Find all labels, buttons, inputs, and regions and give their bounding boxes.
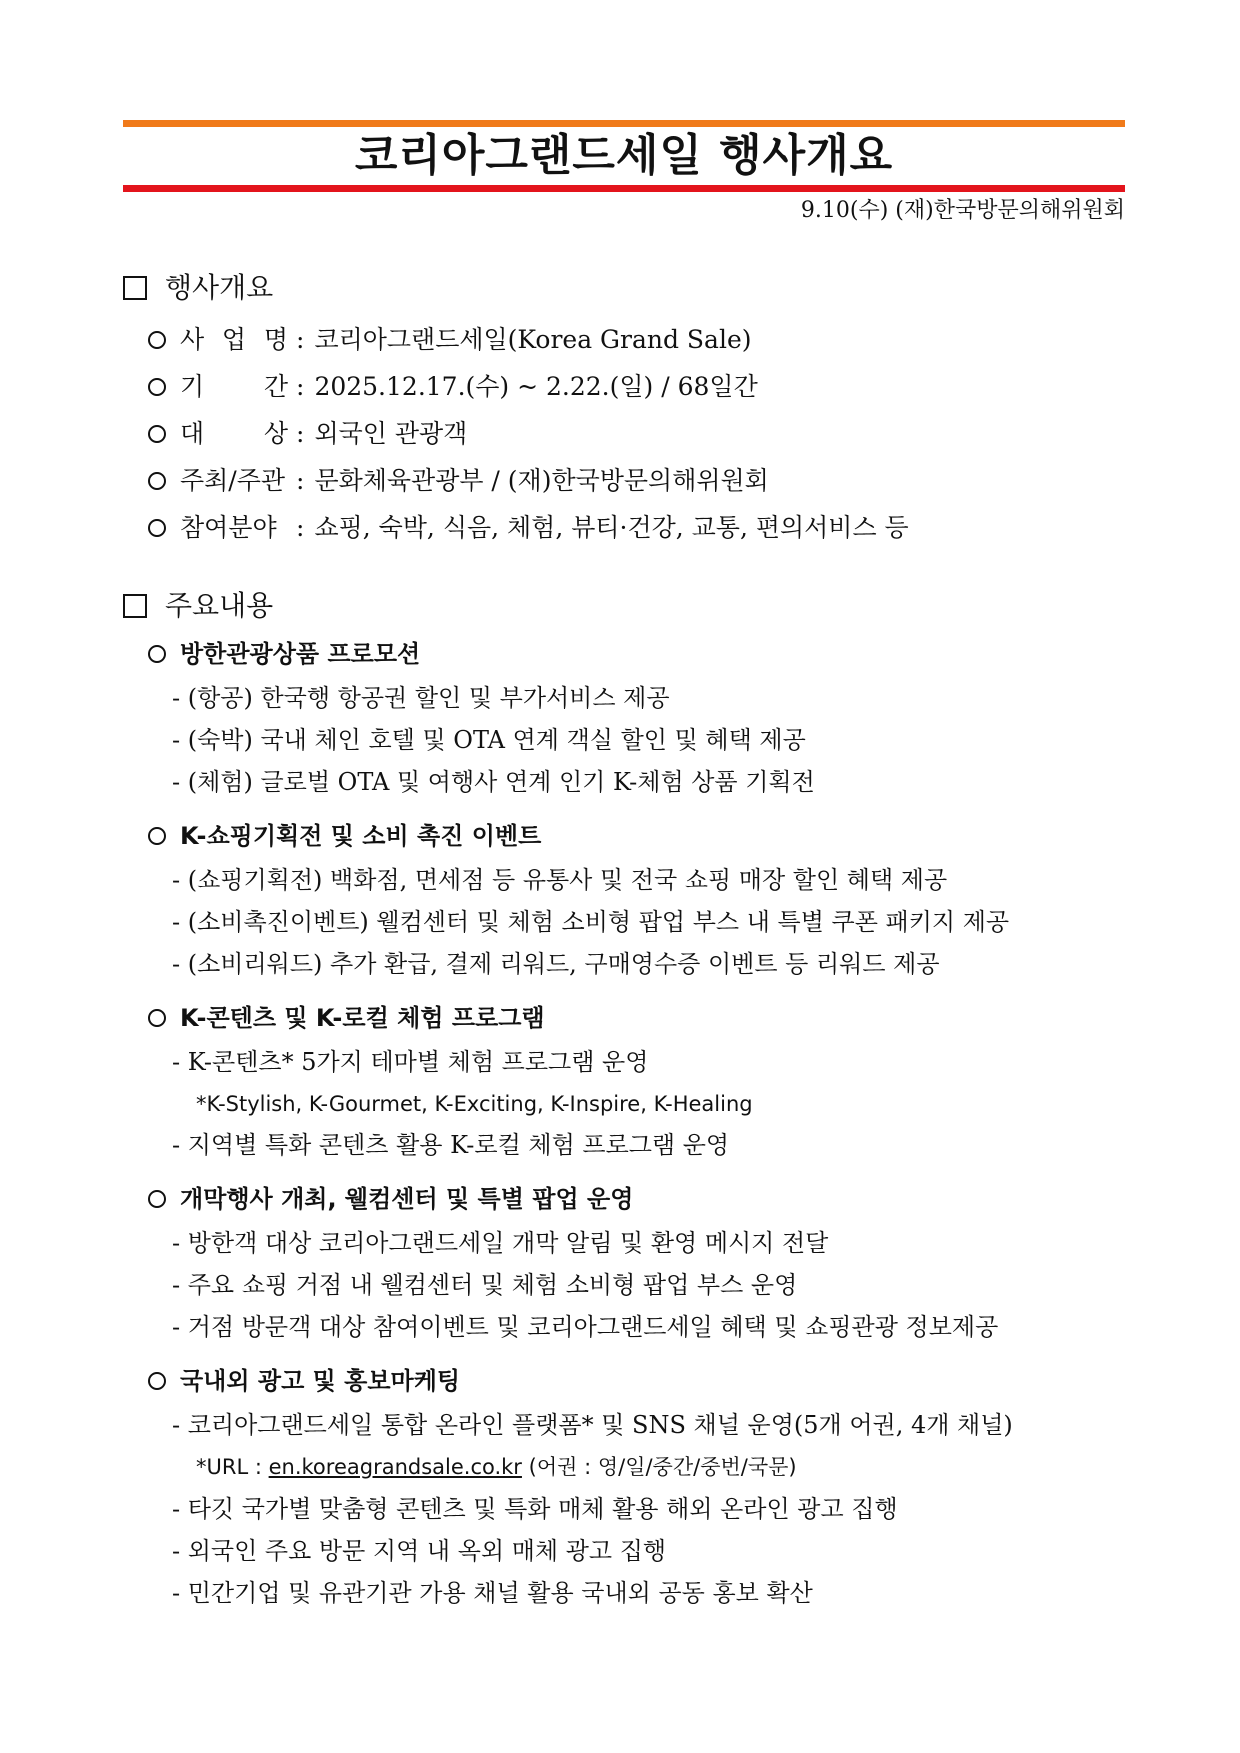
list-item: - 코리아그랜드세일 통합 온라인 플랫폼* 및 SNS 채널 운영(5개 어권, 4개 채널) (172, 1411, 1013, 1439)
section-title: 주요내용 (165, 589, 274, 622)
note-prefix: *URL : (196, 1455, 262, 1479)
overview-item (148, 510, 909, 546)
group-title (148, 636, 420, 672)
item-colon: : (296, 466, 305, 495)
circle-bullet-icon (148, 472, 166, 490)
list-item: - 외국인 주요 방문 지역 내 옥외 매체 광고 집행 (172, 1537, 667, 1565)
list-item: - 지역별 특화 콘텐츠 활용 K-로컬 체험 프로그램 운영 (172, 1131, 730, 1159)
square-bullet-icon (123, 276, 147, 300)
footnote (196, 1452, 797, 1482)
section-title: 행사개요 (165, 271, 274, 304)
group-title (148, 818, 541, 854)
title-bottom-bar (123, 185, 1125, 192)
dateline: 9.10(수) (재)한국방문의해위원회 (800, 198, 1125, 223)
item-label: 사 업 명 (180, 325, 288, 354)
item-colon: : (296, 325, 305, 354)
list-item: - (소비촉진이벤트) 웰컴센터 및 체험 소비형 팝업 부스 내 특별 쿠폰 패키지 제공 (172, 908, 1010, 936)
group-title-text: 방한관광상품 프로모션 (180, 640, 421, 668)
circle-bullet-icon (148, 1190, 166, 1208)
list-item: - (쇼핑기획전) 백화점, 면세점 등 유통사 및 전국 쇼핑 매장 할인 혜택 제공 (172, 866, 948, 894)
circle-bullet-icon (148, 1372, 166, 1390)
group-title (148, 1363, 460, 1399)
section-main-heading (123, 588, 273, 624)
document-title: 코리아그랜드세일 행사개요 (354, 130, 894, 181)
item-label: 참여분야 (180, 513, 277, 542)
circle-bullet-icon (148, 519, 166, 537)
group-title (148, 1000, 545, 1036)
list-item: - (체험) 글로벌 OTA 및 여행사 연계 인기 K-체험 상품 기획전 (172, 768, 815, 796)
list-item: - 타깃 국가별 맞춤형 콘텐츠 및 특화 매체 활용 해외 온라인 광고 집행 (172, 1495, 898, 1523)
item-value: 문화체육관광부 / (재)한국방문의해위원회 (314, 466, 769, 495)
list-item: - K-콘텐츠* 5가지 테마별 체험 프로그램 운영 (172, 1048, 649, 1076)
item-colon: : (296, 372, 305, 401)
group-title (148, 1181, 633, 1217)
list-item: - (항공) 한국행 항공권 할인 및 부가서비스 제공 (172, 684, 670, 712)
list-item: - 주요 쇼핑 거점 내 웰컴센터 및 체험 소비형 팝업 부스 운영 (172, 1271, 798, 1299)
item-value: 외국인 관광객 (314, 419, 468, 448)
item-label: 대 상 (180, 419, 288, 448)
circle-bullet-icon (148, 378, 166, 396)
list-item: - 방한객 대상 코리아그랜드세일 개막 알림 및 환영 메시지 전달 (172, 1229, 829, 1257)
item-value: 코리아그랜드세일(Korea Grand Sale) (314, 325, 752, 354)
note-suffix: (어권 : 영/일/중간/중번/국문) (528, 1455, 797, 1479)
list-item: - (소비리워드) 추가 환급, 결제 리워드, 구매영수증 이벤트 등 리워드 제공 (172, 950, 940, 978)
group-title-text: 개막행사 개최, 웰컴센터 및 특별 팝업 운영 (180, 1185, 634, 1213)
title-top-bar (123, 120, 1125, 127)
item-value: 2025.12.17.(수) ~ 2.22.(일) / 68일간 (314, 372, 758, 401)
overview-item (148, 369, 758, 405)
circle-bullet-icon (148, 1009, 166, 1027)
list-item: - 민간기업 및 유관기관 가용 채널 활용 국내외 공동 홍보 확산 (172, 1579, 813, 1607)
item-label: 기 간 (180, 372, 288, 401)
group-title-text: 국내외 광고 및 홍보마케팅 (180, 1367, 461, 1395)
overview-item (148, 463, 769, 499)
overview-item (148, 416, 467, 452)
list-item: - 거점 방문객 대상 참여이벤트 및 코리아그랜드세일 혜택 및 쇼핑관광 정보제공 (172, 1313, 999, 1341)
list-item: - (숙박) 국내 체인 호텔 및 OTA 연계 객실 할인 및 혜택 제공 (172, 726, 806, 754)
footnote: *K-Stylish, K-Gourmet, K-Exciting, K-Inspire, K-Healing (196, 1092, 753, 1116)
circle-bullet-icon (148, 331, 166, 349)
group-title-text: K-콘텐츠 및 K-로컬 체험 프로그램 (180, 1004, 545, 1032)
square-bullet-icon (123, 594, 147, 618)
circle-bullet-icon (148, 827, 166, 845)
url-link[interactable]: en.koreagrandsale.co.kr (268, 1455, 522, 1479)
section-overview-heading (123, 270, 273, 306)
circle-bullet-icon (148, 425, 166, 443)
overview-item (148, 322, 752, 358)
item-colon: : (296, 419, 305, 448)
item-value: 쇼핑, 숙박, 식음, 체험, 뷰티·건강, 교통, 편의서비스 등 (314, 513, 909, 542)
circle-bullet-icon (148, 645, 166, 663)
group-title-text: K-쇼핑기획전 및 소비 촉진 이벤트 (180, 822, 542, 850)
item-label: 주최/주관 (180, 466, 286, 495)
item-colon: : (296, 513, 305, 542)
